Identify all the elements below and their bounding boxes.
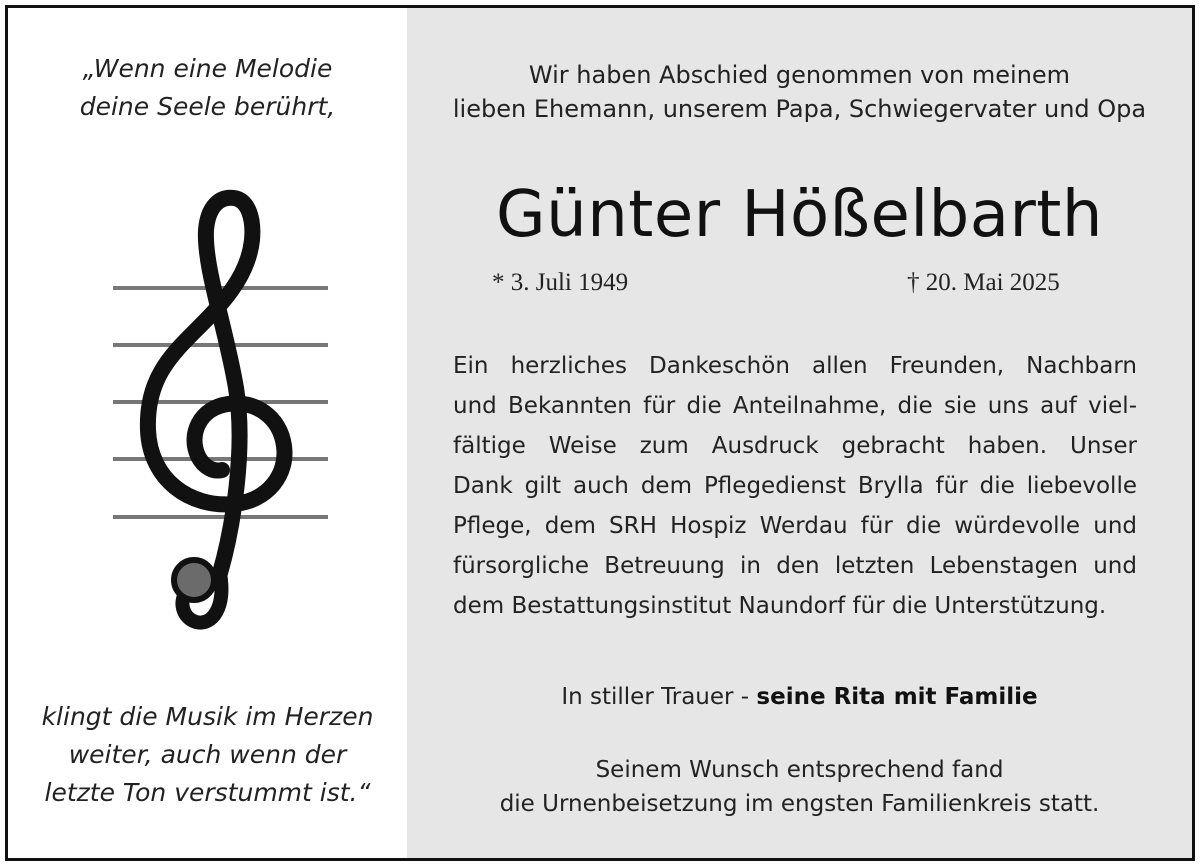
obituary-notice	[5, 5, 1195, 861]
burial-note	[407, 753, 1192, 821]
treble-clef-icon	[108, 168, 328, 638]
deceased-name: Günter Hößelbarth	[496, 178, 1103, 252]
mourning-prefix: In stiller Trauer -	[561, 684, 757, 710]
thanks-line: und Bekannten für die Anteilnahme, die sie uns auf viel-	[453, 393, 1137, 419]
thanks-line: Pflege, dem SRH Hospiz Werdau für die würdevolle und	[453, 513, 1137, 539]
quote-top-line: deine Seele berührt,	[79, 92, 336, 121]
birth-date: * 3. Juli 1949	[492, 269, 629, 296]
closing-line: Seinem Wunsch entsprechend fand	[595, 757, 1004, 783]
quote-bottom-line: letzte Ton verstummt ist.“	[44, 778, 371, 807]
thanks-paragraph	[453, 346, 1137, 626]
thanks-line: fürsorgliche Betreuung in den letzten Lebenstagen und	[453, 553, 1137, 579]
thanks-line: dem Bestattungsinstitut Naundorf für die Unterstützung.	[453, 593, 1107, 619]
quote-top	[8, 50, 407, 126]
clef-shape	[148, 198, 285, 623]
mourning-signature: seine Rita mit Familie	[756, 684, 1038, 710]
thanks-line: Ein herzliches Dankeschön allen Freunden, Nachbarn	[453, 353, 1137, 379]
death-date: † 20. Mai 2025	[907, 269, 1060, 296]
thanks-line: Dank gilt auch dem Pflegedienst Brylla für die liebevolle	[453, 473, 1137, 499]
intro-line: lieben Ehemann, unserem Papa, Schwiegervater und Opa	[452, 95, 1147, 123]
quote-top-line: „Wenn eine Melodie	[82, 54, 333, 83]
clef-note-dot	[174, 560, 214, 600]
notice-panel	[407, 8, 1192, 858]
mourning-line	[407, 680, 1192, 714]
quote-bottom-line: weiter, auch wenn der	[68, 740, 347, 769]
thanks-line: fältige Weise zum Ausdruck gebracht haben. Unser	[453, 433, 1137, 459]
quote-panel	[8, 8, 407, 858]
quote-bottom-line: klingt die Musik im Herzen	[41, 702, 374, 731]
closing-line: die Urnenbeisetzung im engsten Familienkreis statt.	[499, 791, 1100, 817]
quote-bottom	[8, 698, 407, 812]
intro-line: Wir haben Abschied genommen von meinem	[528, 61, 1071, 89]
farewell-intro	[407, 58, 1192, 126]
